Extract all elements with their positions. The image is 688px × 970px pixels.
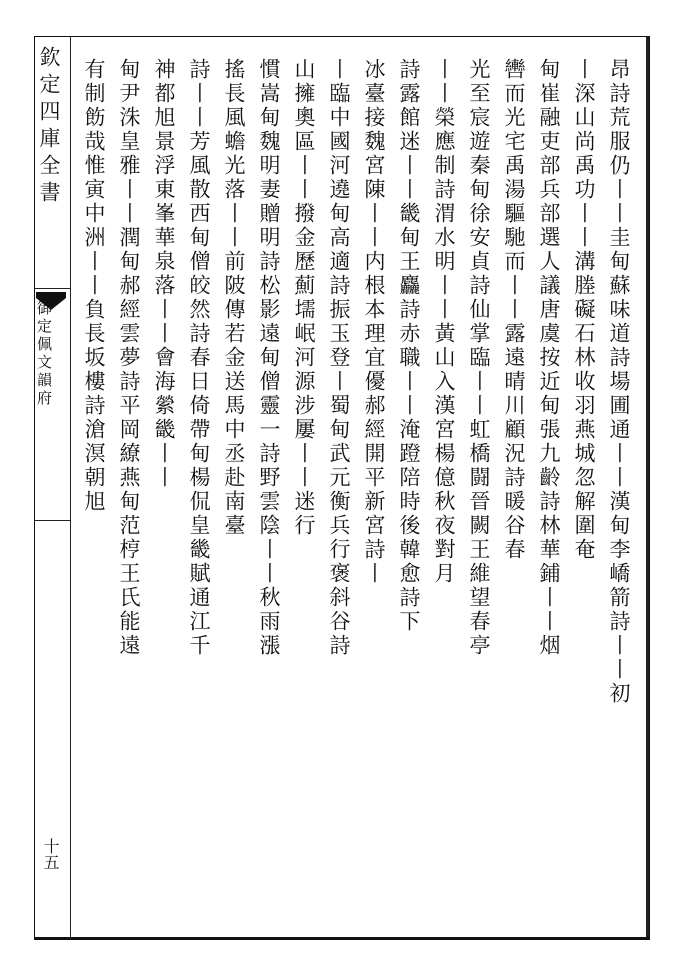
page-number: 十五 <box>41 838 60 870</box>
sidebar-rule-bottom <box>34 520 70 521</box>
text-column-3: 甸崔融吏部兵部選人議唐虞按近甸張九齡詩林華鋪丨丨烟 <box>537 58 561 658</box>
text-column-15: 甸尹洙皇雅丨丨潤甸郝經雲夢詩平岡繚燕甸范梈王氏能遠 <box>117 58 141 658</box>
book-title: 御定佩文韻府 <box>35 300 53 408</box>
library-title: 欽定四庫全書 <box>37 46 61 208</box>
text-column-11: 慣嵩甸魏明妻贈明詩松影遠甸僧靈一詩野雲陰丨丨秋雨漲 <box>257 58 281 658</box>
text-column-12: 搖長風蟾光落丨丨前陂傳若金送馬中丞赴南臺 <box>222 58 246 538</box>
right-border <box>646 37 649 937</box>
text-column-16: 有制飭哉惟寅中洲丨丨負長坂樓詩滄溟朝旭 <box>82 58 106 514</box>
sidebar-rule-top <box>34 288 70 289</box>
bottom-border <box>34 937 650 940</box>
text-column-8: 冰臺接魏宮陳丨丨内根本理宜優郝經開平新宮詩丨 <box>362 58 386 586</box>
text-column-13: 詩丨丨芳風散西甸僧皎然詩春日倚帶甸楊侃皇畿賦通江千 <box>187 58 211 658</box>
sidebar-divider <box>70 37 71 937</box>
text-column-5: 光至宸遊秦甸徐安貞詩仙掌臨丨丨虹橋闘晉闕王維望春亭 <box>467 58 491 658</box>
text-column-7: 詩露館迷丨丨畿甸王麤詩赤職丨丨淹蹬陪時後韓愈詩下 <box>397 58 421 634</box>
text-column-2: 丨深山尚禹功丨丨溝塍礙石林收羽燕城忽解圍奄 <box>572 58 596 562</box>
text-column-9: 丨臨中國河遶甸高適詩振玉登丨蜀甸武元衡兵行褒斜谷詩 <box>327 58 351 658</box>
text-column-14: 神都旭景浮東峯華泉落丨丨會海縈畿丨丨 <box>152 58 176 490</box>
text-column-10: 山擁奧區丨丨撥金歷薊壖岷河源涉屢丨丨迷行 <box>292 58 316 538</box>
text-column-4: 轡而光宅禹湯驅馳而丨丨露遠晴川顧況詩暖谷春 <box>502 58 526 562</box>
text-column-1: 昂詩荒服仍丨丨圭甸蘇味道詩場圃通丨丨漢甸李嶠箭詩丨丨初 <box>607 58 631 706</box>
text-column-6: 丨丨榮應制詩渭水明丨丨黃山入漢宮楊億秋夜對月 <box>432 58 456 586</box>
